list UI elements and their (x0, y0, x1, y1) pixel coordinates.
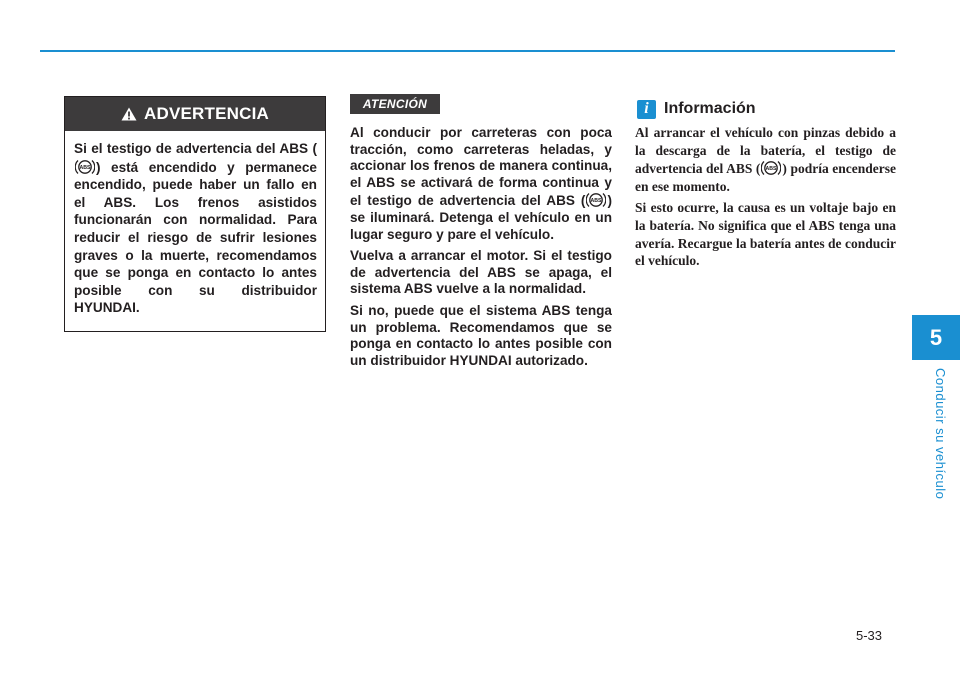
header-rule (40, 50, 895, 52)
caution-paragraph-2: Vuelva a arrancar el motor. Si el testigo de advertencia del ABS se apaga, el sistema ABS vuelve a la normalidad. (350, 248, 612, 297)
info-title: Información (664, 100, 756, 117)
svg-text:ABS: ABS (590, 198, 602, 205)
caution-text (350, 125, 612, 374)
warning-box (64, 96, 326, 332)
abs-warning-lamp-icon (761, 159, 781, 177)
page-number: 5-33 (856, 628, 883, 643)
info-header (637, 96, 897, 122)
info-paragraph-1: Al arrancar el vehículo con pinzas debido a la descarga de la batería, el testigo de advertencia del ABS ( ABS ) podría encenderse en ese momento. (635, 125, 896, 194)
abs-warning-lamp-icon (75, 158, 95, 176)
caution-paragraph-1: Al conducir por carreteras con poca tracción, como carreteras heladas, y accionar los frenos de manera continua, el ABS se activará de forma continua y el testigo de advertencia del ABS ( ABS ) se iluminará. Detenga el vehículo en un lugar seguro y pare el vehículo. (350, 125, 612, 242)
caution-paragraph-3: Si no, puede que el sistema ABS tenga un problema. Recomendamos que se ponga en contacto lo antes posible con un distribuidor HYUNDAI autorizado. (350, 302, 612, 368)
svg-text:ABS: ABS (765, 166, 777, 173)
info-paragraph-2: Si esto ocurre, la causa es un voltaje bajo en la batería. No significa que el ABS tenga una avería. Recargue la batería antes de conducir el vehículo. (635, 200, 896, 269)
warning-triangle-icon (121, 107, 137, 121)
chapter-label: Conducir su vehículo (933, 368, 948, 500)
warning-header (65, 97, 325, 131)
warning-text: Si el testigo de advertencia del ABS ( ABS ) está encendido y permanece encendido, puede haber un fallo en el ABS. Los frenos asistidos funcionarán con normalidad. Para reducir el riesgo de sufrir lesiones graves o la muerte, recomendamos que se ponga en contacto lo antes posible con su distribuidor HYUNDAI. (74, 141, 317, 316)
warning-title: ADVERTENCIA (144, 104, 269, 123)
abs-warning-lamp-icon (586, 191, 606, 209)
info-text (635, 124, 896, 274)
caution-tag: ATENCIÓN (350, 94, 440, 114)
info-icon: i (637, 100, 656, 119)
chapter-tab: 5 (912, 315, 960, 360)
svg-text:ABS: ABS (79, 164, 91, 171)
